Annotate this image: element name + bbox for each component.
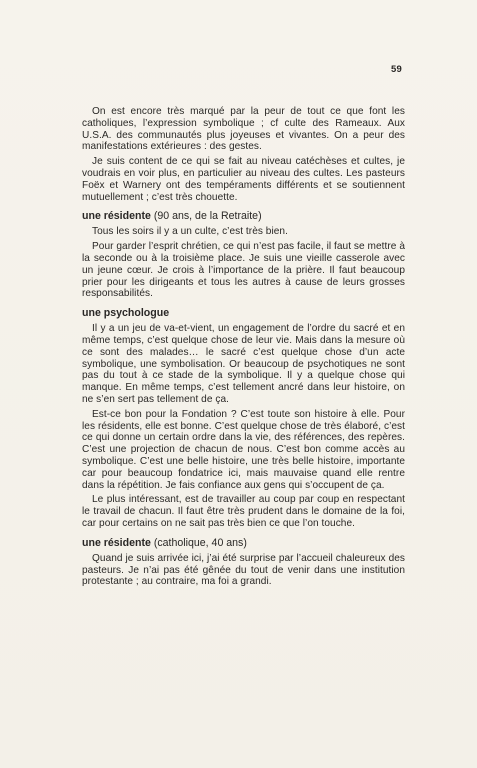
speaker-name: une résidente xyxy=(82,210,151,223)
speaker-heading xyxy=(82,210,405,222)
paragraph: Est-ce bon pour la Fondation ? C’est toute son histoire à elle. Pour les résidents, elle est bonne. C’est quelque chose de très élaboré, c’est ce qui donne un certain ordre dans la vie, des références, des repères. C’est une projection de chacun de nous. C’est bon comme accès au symbolique. C’est une belle histoire, une très belle histoire, importante car pour beaucoup fondatrice ici, mais mauvaise quand elle rentre dans la répétition. Je fais confiance aux gens qui s’occupent de ça. xyxy=(82,408,405,491)
speaker-name: une résidente xyxy=(82,536,151,549)
page-content xyxy=(82,106,405,591)
speaker-heading xyxy=(82,537,405,549)
paragraph: Quand je suis arrivée ici, j’ai été surprise par l’accueil chaleureux des pasteurs. Je n’ai pas été gênée du tout de venir dans une institution protestante ; au contraire, ma foi a grandi. xyxy=(82,552,405,588)
paragraph: Le plus intéressant, est de travailler au coup par coup en respectant le travail de chacun. Il faut être très prudent dans le domaine de la foi, car pour certains on ne sait pas très bien ce que l’on touche. xyxy=(82,494,405,529)
speaker-detail: (catholique, 40 ans) xyxy=(150,536,247,549)
paragraph: On est encore très marqué par la peur de tout ce que font les catholiques, l’expression symbolique ; cf culte des Rameaux. Aux U.S.A. des communautés plus joyeuses et vivantes. On a peur des manifestations extérieures : des gestes. xyxy=(82,106,405,153)
speaker-detail: (90 ans, de la Retraite) xyxy=(150,210,262,223)
paragraph: Je suis content de ce qui se fait au niveau catéchèses et cultes, je voudrais en voir plus, en particulier au niveau des cultes. Les pasteurs Foëx et Warnery ont des tempéraments différents et se soutiennent mutuellement ; c’est très chouette. xyxy=(82,156,405,203)
page-number: 59 xyxy=(391,64,402,75)
speaker-heading xyxy=(82,307,405,319)
paragraph: Il y a un jeu de va-et-vient, un engagement de l’ordre du sacré et en même temps, c’est quelque chose de leur vie. Mais dans la mesure où ce sont des malades… le sacré c’est quelque chose d’un acte symbolique, une symbolisation. Or beaucoup de psychotiques ne sont pas du tout à ce stade de la symbolique. Il y a quelque chose qui manque. En même temps, c’est tellement ancré dans leur histoire, on ne s’en sert pas tellement de ça. xyxy=(82,323,405,405)
paragraph: Tous les soirs il y a un culte, c’est très bien. xyxy=(92,226,288,238)
paragraph: Pour garder l’esprit chrétien, ce qui n’est pas facile, il faut se mettre à la seconde ou à la troisième place. Je suis une vieille casserole avec un jeune cœur. Je crois à l’importance de la prière. Il faut beaucoup prier pour les dirigeants et tous les autres à cause de leurs grosses responsabilités. xyxy=(82,241,405,300)
speaker-name: une psychologue xyxy=(82,307,170,320)
